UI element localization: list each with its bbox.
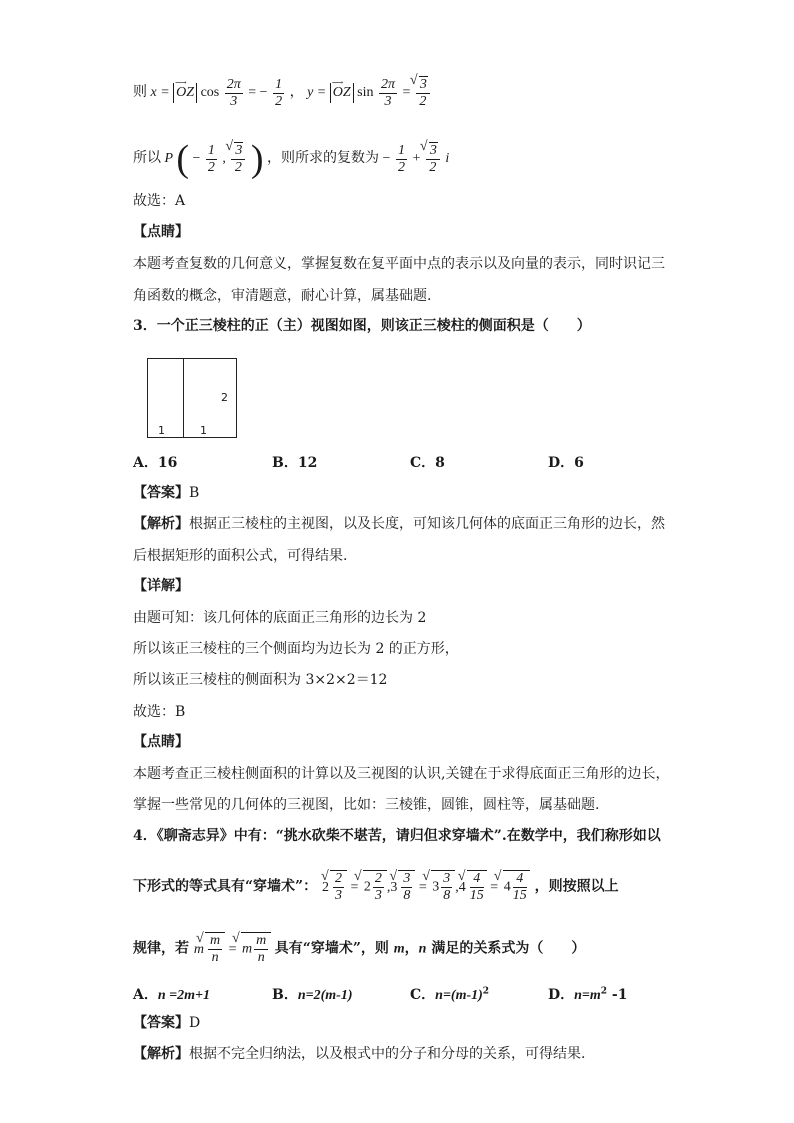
q4-stem-1: 4．《聊斋志异》中有：“挑水砍柴不堪苦，请归但求穿墙术”.在数学中，我们称形如以 [133, 828, 661, 844]
comma: ， [289, 85, 304, 101]
q4-answer: 【答案】D [133, 1015, 201, 1031]
q4-option-c: C．$n=(m-1)^2$ [410, 986, 490, 1003]
point-p: P [164, 151, 173, 167]
vector-oz: ⟶ OZ [173, 83, 197, 103]
q3-answer [133, 483, 199, 503]
figure-bottom-label-2: 1 [200, 424, 207, 437]
fraction-half-p: $\frac{1}{2}$ [207, 142, 215, 175]
q4-stem-2: 下形式的等式具有“穿墙术”： 2 √ $\frac{2}{3}$ = √ 2 $\frac{2}{3}$ ,3 √ $\frac{3}{8}$ = √ 3 $\frac{3}{8}$ ,4 √ $\frac{4}{15}$ = √ 4 $\frac{4}{15}$ ，则按照以上 [133, 870, 619, 904]
q3-detail-heading: 【详解】 [133, 578, 189, 594]
so-label: 所以 [133, 151, 161, 167]
fraction-root3-r: √ $\frac{3}{2}$ [426, 142, 440, 176]
figure-height-label: 2 [221, 391, 228, 404]
q3-option-d: D．6 [548, 455, 584, 471]
sin-label: sin [357, 85, 374, 101]
equals-neg: = − [248, 85, 268, 101]
figure-divider [183, 359, 184, 437]
answer-tag: 【答案】 [133, 485, 189, 501]
q3-option-a: A．16 [133, 455, 178, 471]
q3-stem: 3．一个正三棱柱的正（主）视图如图，则该正三棱柱的侧面积是（ ） [133, 318, 591, 334]
q3-analysis-1: 【解析】根据正三棱柱的主视图，以及长度，可知该几何体的底面正三角形的边长，然 [133, 516, 665, 532]
radical-identities: 2 √ $\frac{2}{3}$ = √ 2 $\frac{2}{3}$ ,3 √ $\frac{3}{8}$ = √ 3 $\frac{3}{8}$ ,4 √ $\frac{4}{15}$ = √ 4 $\frac{4}{15}$ [322, 880, 530, 895]
fraction-root3-2: √ $\frac{3}{2}$ [416, 76, 430, 110]
cos-label: cos [200, 85, 220, 101]
imag-unit: i [445, 151, 450, 167]
q3-analysis-2: 后根据矩形的面积公式，可得结果. [133, 548, 348, 564]
answer-value: B [189, 485, 200, 501]
fraction-2pi-3-b: $\frac{2\pi}{3}$ [380, 76, 395, 109]
fraction-root3-p: √ $\frac{3}{2}$ [231, 142, 245, 176]
q4-option-d: D．$n=m^2$ -1 [548, 986, 628, 1003]
q3-note-heading: 【点睛】 [133, 734, 189, 750]
q4-option-a: A．n =2m+1 [133, 987, 211, 1003]
q3-option-b: B．12 [272, 455, 318, 471]
analysis-tag: 【解析】 [133, 516, 189, 532]
q3-option-c: C．8 [410, 455, 445, 471]
q2-note-line-2: 角函数的概念，审清题意，耐心计算，属基础题. [133, 288, 432, 304]
q3-note-2: 掌握一些常见的几何体的三视图，比如：三棱锥，圆锥，圆柱等，属基础题. [133, 797, 600, 813]
q3-choice: 故选：B [133, 704, 186, 720]
x-equals: x = [150, 85, 170, 101]
q3-detail-2: 所以该正三棱柱的三个侧面均为边长为 2 的正方形， [133, 641, 459, 657]
radical-general: m √ $\frac{m}{n}$ = √ m $\frac{m}{n}$ [194, 942, 275, 957]
fraction-half-r: $\frac{1}{2}$ [397, 142, 405, 175]
q3-note-1: 本题考查正三棱柱侧面积的计算以及三视图的认识,关键在于求得底面正三角形的边长， [133, 766, 670, 782]
result-text: ，则所求的复数为 [267, 151, 380, 167]
fraction-2pi-3: $\frac{2\pi}{3}$ [226, 76, 241, 109]
figure-bottom-label-1: 1 [158, 424, 165, 437]
q2-choice: 故选：A [133, 193, 186, 209]
q3-detail-3: 所以该正三棱柱的侧面积为 3×2×2＝12 [133, 672, 388, 688]
q2-note-line-1: 本题考查复数的几何意义，掌握复数在复平面中点的表示以及向量的表示，同时识记三 [133, 256, 665, 272]
q4-analysis: 【解析】根据不完全归纳法，以及根式中的分子和分母的关系，可得结果. [133, 1046, 586, 1062]
y-equals: y = [307, 85, 327, 101]
q3-detail-1: 由题可知：该几何体的底面正三角形的边长为 2 [133, 610, 427, 626]
formula-x-y [133, 76, 432, 110]
equals: = [402, 85, 411, 101]
q2-note-heading: 【点睛】 [133, 224, 189, 240]
vector-oz-2: ⟶ OZ [330, 83, 354, 103]
then-label: 则 [133, 85, 147, 101]
q4-option-b: B．n=2(m-1) [272, 987, 353, 1003]
q4-stem-3: 规律，若 m √ $\frac{m}{n}$ = √ m $\frac{m}{n}$ 具有“穿墙术”，则 m，n 满足的关系式为（ ） [133, 932, 585, 966]
formula-point-p: 所以 P ( − $\frac{1}{2}$ , √ $\frac{3}{2}$ ) ，则所求的复数为 − $\frac{1}{2}$ + √ $\frac{3}{2}$ i [133, 140, 449, 178]
fraction-half: $\frac{1}{2}$ [275, 76, 283, 109]
